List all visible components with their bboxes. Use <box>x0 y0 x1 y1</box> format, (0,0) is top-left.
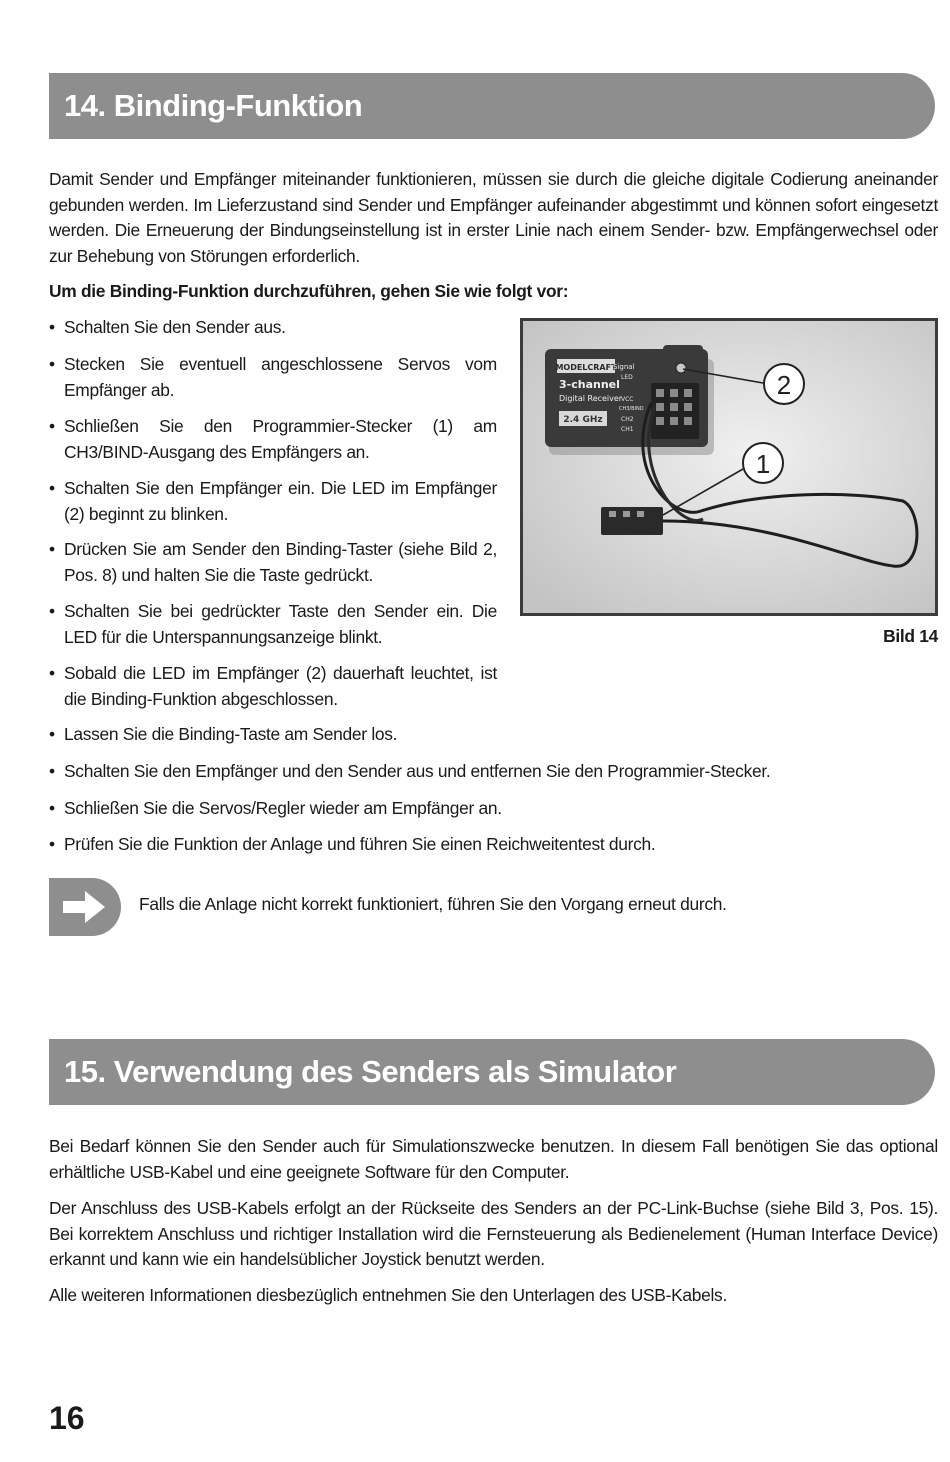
list-item: • Lassen Sie die Binding-Taste am Sender los. <box>49 722 938 748</box>
section-15-paragraph: Der Anschluss des USB-Kabels erfolgt an der Rückseite des Senders an der PC-Link-Buchse (siehe Bild 3, Pos. 15). Bei korrektem Anschluss und richtiger Installation wird die Fernsteuerung als Bedienelement (Human Interface Device) erkannt und kann wie ein handelsüblicher Joystick benutzt werden. <box>49 1198 938 1269</box>
receiver-model: 3-channel <box>559 378 620 391</box>
section-14-header <box>49 73 935 139</box>
steps-heading: Um die Binding-Funktion durchzuführen, gehen Sie wie folgt vor: <box>49 281 569 301</box>
receiver-led-label: LED <box>621 374 633 381</box>
section-14-title: 14. Binding-Funktion <box>64 88 363 123</box>
receiver-pin-label: VCC <box>621 396 634 403</box>
list-item: • Sobald die LED im Empfänger (2) dauerhaft leuchtet, ist die Binding-Funktion abgeschlossen. <box>49 661 497 712</box>
arrow-right-icon <box>49 878 121 936</box>
list-item: • Schalten Sie bei gedrückter Taste den Sender ein. Die LED für die Unterspannungsanzeige blinkt. <box>49 599 497 650</box>
list-item: • Schließen Sie den Programmier-Stecker (1) am CH3/BIND-Ausgang des Empfängers an. <box>49 414 497 465</box>
list-item: • Prüfen Sie die Funktion der Anlage und führen Sie einen Reichweitentest durch. <box>49 832 938 858</box>
list-item: • Schalten Sie den Empfänger ein. Die LED im Empfänger (2) beginnt zu blinken. <box>49 476 497 527</box>
receiver-pin-label: CH2 <box>621 416 634 423</box>
page-number: 16 <box>49 1400 85 1436</box>
receiver-pin-label: CH1 <box>621 426 634 433</box>
callout-1: 1 <box>755 449 771 479</box>
list-item: • Stecken Sie eventuell angeschlossene Servos vom Empfänger ab. <box>49 352 497 403</box>
note-text: Falls die Anlage nicht korrekt funktioniert, führen Sie den Vorgang erneut durch. <box>139 894 727 914</box>
receiver-illustration <box>523 321 935 613</box>
list-item: • Schließen Sie die Servos/Regler wieder am Empfänger an. <box>49 796 938 822</box>
figure-caption: Bild 14 <box>883 626 938 646</box>
callout-2: 2 <box>776 370 792 400</box>
section-15-paragraph: Bei Bedarf können Sie den Sender auch für Simulationszwecke benutzen. In diesem Fall benötigen Sie das optional erhältliche USB-Kabel und eine geeignete Software für den Computer. <box>49 1136 938 1182</box>
led-indicator <box>676 363 686 373</box>
section-15-header <box>49 1039 935 1105</box>
note-box <box>49 878 121 936</box>
receiver-type: Digital Receiver <box>559 394 623 403</box>
list-item: • Schalten Sie den Empfänger und den Sender aus und entfernen Sie den Programmier-Stecker. <box>49 759 938 785</box>
section-14-intro: Damit Sender und Empfänger miteinander funktionieren, müssen sie durch die gleiche digitale Codierung aneinander gebunden werden. Im Lieferzustand sind Sender und Empfänger aufeinander abgestimmt und können sofort eingesetzt werden. Die Erneuerung der Bindungseinstellung ist in erster Linie nach einem Sender- bzw. Empfängerwechsel oder zur Behebung von Störungen erforderlich. <box>49 169 938 266</box>
list-item: • Drücken Sie am Sender den Binding-Taster (siehe Bild 2, Pos. 8) und halten Sie die Taste gedrückt. <box>49 537 497 588</box>
receiver-pin-label: CH3/BIND <box>619 406 644 412</box>
list-item: • Schalten Sie den Sender aus. <box>49 315 497 341</box>
section-15-title: 15. Verwendung des Senders als Simulator <box>64 1054 677 1089</box>
receiver-signal-label: Signal <box>613 363 635 371</box>
receiver-photo <box>520 318 938 616</box>
receiver-brand: MODELCRAFT <box>555 363 617 372</box>
section-15-paragraph: Alle weiteren Informationen diesbezüglich entnehmen Sie den Unterlagen des USB-Kabels. <box>49 1285 727 1305</box>
receiver-band: 2.4 GHz <box>563 415 603 425</box>
